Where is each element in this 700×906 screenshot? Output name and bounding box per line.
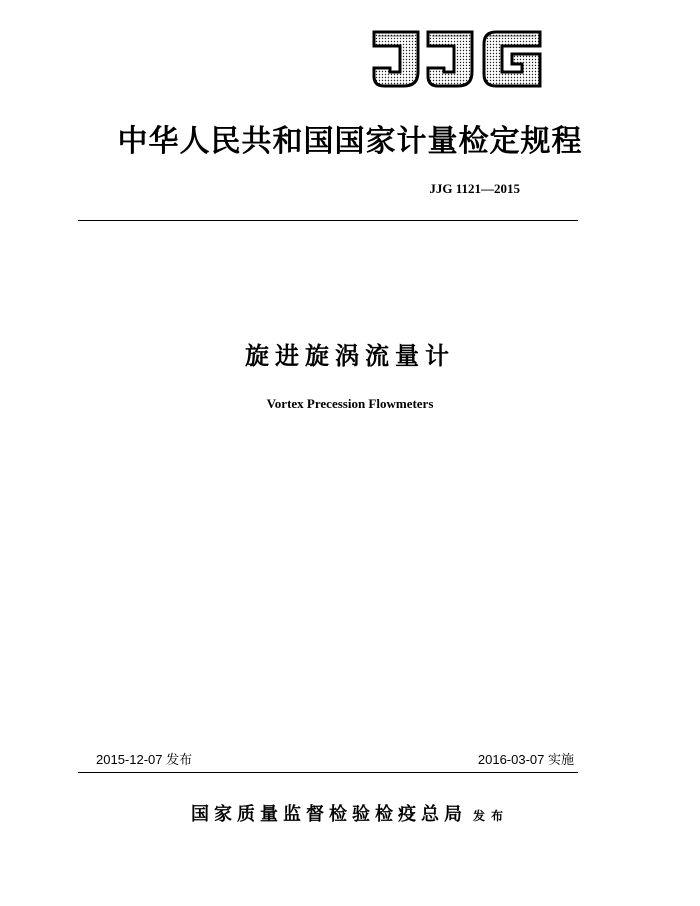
publisher-org: 国家质量监督检验检疫总局 xyxy=(190,804,467,825)
english-title: Vortex Precession Flowmeters xyxy=(266,396,434,411)
chinese-title: 旋进旋涡流量计 xyxy=(245,342,455,370)
issue-date: 2015-12-07 发布 xyxy=(96,752,193,767)
publisher-suffix: 发布 xyxy=(472,809,509,823)
main-title: 中华人民共和国国家计量检定规程 xyxy=(117,124,583,159)
publisher xyxy=(0,800,700,826)
jjg-logo xyxy=(372,28,544,90)
bottom-divider xyxy=(78,772,578,773)
top-divider xyxy=(78,220,578,221)
implementation-date: 2016-03-07 实施 xyxy=(477,752,574,767)
standard-code: JJG 1121—2015 xyxy=(429,181,520,196)
jjg-logo-graphic xyxy=(372,28,544,90)
